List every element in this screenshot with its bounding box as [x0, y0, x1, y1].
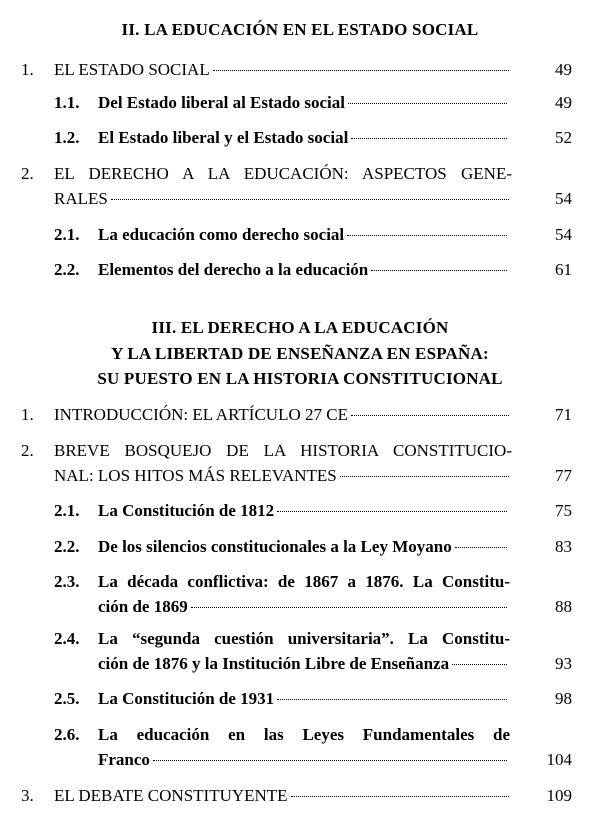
- entry-title-line-2: [54, 188, 512, 210]
- entry-number: 1.: [21, 60, 34, 79]
- entry-title-continuation: ción de 1876 y la Institución Libre de Enseñanza: [98, 654, 450, 673]
- entry-page-number: 54: [555, 189, 572, 208]
- entry-number: 1.1.: [54, 93, 80, 112]
- entry-title: EL DEBATE CONSTITUYENTE: [54, 786, 288, 805]
- section-heading-iii-line-3: SU PUESTO EN LA HISTORIA CONSTITUCIONAL: [97, 369, 503, 388]
- entry-number: 2.2.: [54, 537, 80, 556]
- entry-title: La Constitución de 1812: [98, 501, 275, 520]
- entry-title-line: [54, 59, 512, 81]
- dot-leader: [351, 137, 507, 139]
- dot-leader: [277, 510, 507, 512]
- dot-leader: [191, 606, 507, 608]
- entry-page-number: 52: [555, 128, 572, 147]
- section-heading-iii-line-2: Y LA LIBERTAD DE ENSEÑANZA EN ESPAÑA:: [111, 344, 489, 363]
- entry-number: 2.2.: [54, 260, 80, 279]
- entry-number: 2.1.: [54, 225, 80, 244]
- entry-title: De los silencios constitucionales a la Ley Moyano: [98, 537, 452, 556]
- entry-title-line: [98, 536, 510, 558]
- entry-page-number: 77: [555, 466, 572, 485]
- dot-leader: [347, 234, 507, 236]
- entry-number: 2.: [21, 164, 34, 183]
- entry-title: EL ESTADO SOCIAL: [54, 60, 210, 79]
- entry-number: 3.: [21, 786, 34, 805]
- entry-title-continuation: Franco: [98, 750, 150, 769]
- entry-title-line: [98, 127, 510, 149]
- dot-leader: [371, 269, 507, 271]
- section-heading-iii-line-1: III. EL DERECHO A LA EDUCACIÓN: [151, 318, 449, 337]
- dot-leader: [111, 198, 509, 200]
- entry-title-line: [98, 500, 510, 522]
- entry-title: El Estado liberal y el Estado social: [98, 128, 349, 147]
- entry-page-number: 54: [555, 225, 572, 244]
- entry-title-line: [98, 688, 510, 710]
- entry-number: 1.: [21, 405, 34, 424]
- entry-number: 1.2.: [54, 128, 80, 147]
- entry-page-number: 49: [555, 93, 572, 112]
- entry-title-line-1: BREVE BOSQUEJO DE LA HISTORIA CONSTITUCIO-: [54, 441, 512, 460]
- entry-page-number: 93: [555, 654, 572, 673]
- entry-title-continuation: RALES: [54, 189, 108, 208]
- dot-leader: [348, 102, 507, 104]
- dot-leader: [351, 414, 509, 416]
- entry-number: 2.5.: [54, 689, 80, 708]
- entry-page-number: 49: [555, 60, 572, 79]
- entry-title-line-2: [54, 465, 512, 487]
- dot-leader: [153, 759, 507, 761]
- dot-leader: [213, 69, 509, 71]
- entry-title-line: [54, 404, 512, 426]
- dot-leader: [340, 475, 509, 477]
- entry-title-line-2: [98, 653, 510, 675]
- entry-page-number: 83: [555, 537, 572, 556]
- entry-title-line-1: La “segunda cuestión universitaria”. La Constitu-: [98, 629, 510, 648]
- entry-number: 2.6.: [54, 725, 80, 744]
- entry-title-line-2: [98, 596, 510, 618]
- entry-page-number: 71: [555, 405, 572, 424]
- section-heading-ii: II. LA EDUCACIÓN EN EL ESTADO SOCIAL: [121, 20, 479, 39]
- dot-leader: [291, 795, 509, 797]
- entry-title-continuation: ción de 1869: [98, 597, 188, 616]
- entry-title-line: [98, 259, 510, 281]
- dot-leader: [277, 698, 507, 700]
- entry-page-number: 98: [555, 689, 572, 708]
- entry-title-continuation: NAL: LOS HITOS MÁS RELEVANTES: [54, 466, 337, 485]
- entry-title-line: [98, 224, 510, 246]
- entry-page-number: 104: [546, 750, 572, 769]
- entry-title: INTRODUCCIÓN: EL ARTÍCULO 27 CE: [54, 405, 348, 424]
- entry-page-number: 61: [555, 260, 572, 279]
- entry-title-line: [54, 785, 512, 807]
- entry-page-number: 88: [555, 597, 572, 616]
- entry-title-line-2: [98, 749, 510, 771]
- entry-number: 2.4.: [54, 629, 80, 648]
- entry-title-line-1: La educación en las Leyes Fundamentales de: [98, 725, 510, 744]
- dot-leader: [455, 546, 507, 548]
- entry-title: Elementos del derecho a la educación: [98, 260, 369, 279]
- entry-page-number: 109: [546, 786, 572, 805]
- entry-title: Del Estado liberal al Estado social: [98, 93, 345, 112]
- entry-page-number: 75: [555, 501, 572, 520]
- entry-number: 2.3.: [54, 572, 80, 591]
- entry-title: La Constitución de 1931: [98, 689, 275, 708]
- entry-title: La educación como derecho social: [98, 225, 345, 244]
- entry-title-line-1: La década conflictiva: de 1867 a 1876. La Constitu-: [98, 572, 510, 591]
- entry-title-line: [98, 92, 510, 114]
- entry-number: 2.1.: [54, 501, 80, 520]
- entry-number: 2.: [21, 441, 34, 460]
- dot-leader: [452, 663, 507, 665]
- entry-title-line-1: EL DERECHO A LA EDUCACIÓN: ASPECTOS GENE-: [54, 164, 512, 183]
